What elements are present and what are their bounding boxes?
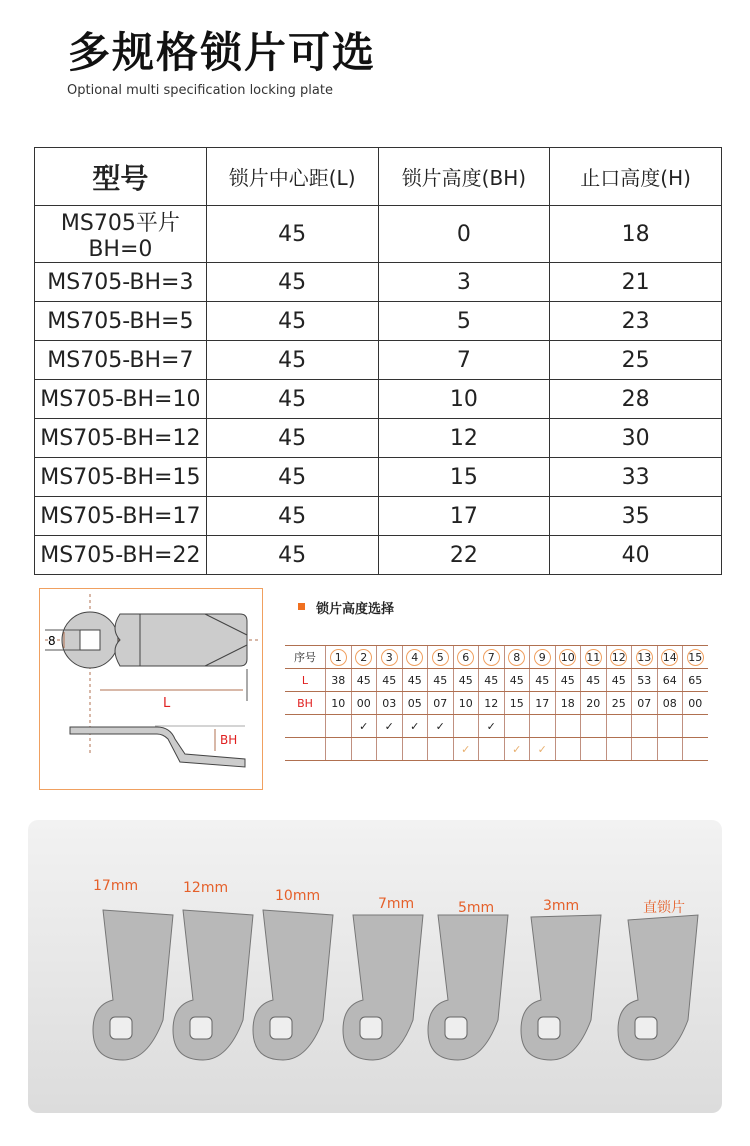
selection-cell bbox=[326, 738, 352, 761]
selection-cell: ✓ bbox=[428, 715, 454, 738]
selection-cell bbox=[606, 715, 632, 738]
selection-cell bbox=[683, 646, 708, 669]
table-cell: 45 bbox=[206, 419, 378, 458]
lock-plate bbox=[173, 910, 253, 1060]
row-label bbox=[285, 738, 326, 761]
selection-cell: ✓ bbox=[453, 738, 479, 761]
size-label: 7mm bbox=[378, 896, 415, 912]
selection-cell bbox=[683, 715, 708, 738]
table-cell: 0 bbox=[378, 206, 550, 263]
selection-cell: 07 bbox=[428, 692, 454, 715]
table-cell: MS705-BH=10 bbox=[35, 380, 207, 419]
table-cell: 45 bbox=[206, 263, 378, 302]
number-circle: 6 bbox=[457, 649, 474, 666]
lock-plate bbox=[428, 915, 508, 1060]
selection-cell bbox=[632, 738, 658, 761]
selection-cell bbox=[606, 646, 632, 669]
selection-cell bbox=[581, 738, 607, 761]
selection-cell: 03 bbox=[377, 692, 403, 715]
table-cell: MS705-BH=15 bbox=[35, 458, 207, 497]
table-cell: 12 bbox=[378, 419, 550, 458]
selection-cell bbox=[479, 646, 505, 669]
dimension-diagram bbox=[39, 588, 263, 790]
dim-L-label: L bbox=[163, 696, 171, 711]
page-subtitle: Optional multi specification locking plate bbox=[67, 83, 333, 98]
size-label: 3mm bbox=[543, 898, 580, 914]
table-cell: 3 bbox=[378, 263, 550, 302]
selection-cell: ✓ bbox=[530, 738, 556, 761]
number-circle: 2 bbox=[355, 649, 372, 666]
selection-row bbox=[285, 692, 708, 715]
table-cell: 25 bbox=[550, 341, 722, 380]
selection-cell: 25 bbox=[606, 692, 632, 715]
selection-cell bbox=[326, 715, 352, 738]
table-cell: 45 bbox=[206, 497, 378, 536]
column-header: 型号 bbox=[35, 148, 207, 206]
selection-cell: 10 bbox=[453, 692, 479, 715]
bullet-icon bbox=[298, 603, 305, 610]
row-label: BH bbox=[285, 692, 326, 715]
selection-cell: ✓ bbox=[402, 715, 428, 738]
table-cell: 23 bbox=[550, 302, 722, 341]
selection-cell: 17 bbox=[530, 692, 556, 715]
selection-cell: 45 bbox=[606, 669, 632, 692]
selection-cell: 45 bbox=[351, 669, 377, 692]
lock-plate bbox=[618, 915, 698, 1060]
selection-cell bbox=[402, 646, 428, 669]
selection-cell: 45 bbox=[555, 669, 581, 692]
size-label: 12mm bbox=[183, 880, 229, 896]
selection-cell bbox=[632, 715, 658, 738]
table-cell: MS705-BH=3 bbox=[35, 263, 207, 302]
column-header: 止口高度(H) bbox=[550, 148, 722, 206]
selection-cell bbox=[657, 646, 683, 669]
selection-cell: 05 bbox=[402, 692, 428, 715]
number-circle: 4 bbox=[406, 649, 423, 666]
selection-cell: ✓ bbox=[377, 715, 403, 738]
selection-cell: ✓ bbox=[479, 715, 505, 738]
table-cell: 7 bbox=[378, 341, 550, 380]
size-label: 直锁片 bbox=[643, 900, 685, 916]
column-header: 锁片中心距(L) bbox=[206, 148, 378, 206]
table-cell: MS705-BH=12 bbox=[35, 419, 207, 458]
selection-cell bbox=[581, 715, 607, 738]
table-cell: MS705-BH=17 bbox=[35, 497, 207, 536]
table-cell: MS705-BH=22 bbox=[35, 536, 207, 575]
selection-cell bbox=[657, 738, 683, 761]
table-cell: 35 bbox=[550, 497, 722, 536]
table-row bbox=[35, 380, 722, 419]
selection-cell bbox=[632, 646, 658, 669]
number-circle: 1 bbox=[330, 649, 347, 666]
selection-cell bbox=[428, 646, 454, 669]
lock-plate bbox=[253, 910, 333, 1060]
selection-cell: 18 bbox=[555, 692, 581, 715]
column-header: 锁片高度(BH) bbox=[378, 148, 550, 206]
table-cell: 30 bbox=[550, 419, 722, 458]
table-row bbox=[35, 206, 722, 263]
selection-cell bbox=[351, 646, 377, 669]
lock-plate bbox=[521, 915, 601, 1060]
table-cell: 45 bbox=[206, 458, 378, 497]
selection-cell: 45 bbox=[402, 669, 428, 692]
size-label: 10mm bbox=[275, 888, 321, 904]
table-row bbox=[35, 497, 722, 536]
selection-cell: 45 bbox=[581, 669, 607, 692]
row-label bbox=[285, 715, 326, 738]
selection-cell: 45 bbox=[504, 669, 530, 692]
table-row bbox=[35, 419, 722, 458]
selection-cell: 45 bbox=[453, 669, 479, 692]
selection-cell bbox=[555, 715, 581, 738]
selection-cell: 10 bbox=[326, 692, 352, 715]
number-circle: 3 bbox=[381, 649, 398, 666]
number-circle: 8 bbox=[508, 649, 525, 666]
number-circle: 15 bbox=[688, 650, 703, 664]
table-row bbox=[35, 536, 722, 575]
table-cell: 40 bbox=[550, 536, 722, 575]
selection-cell bbox=[504, 646, 530, 669]
number-circle: 7 bbox=[483, 649, 500, 666]
selection-cell bbox=[555, 646, 581, 669]
size-label: 17mm bbox=[93, 878, 139, 894]
dim-8-label: 8 bbox=[48, 634, 56, 648]
selection-cell bbox=[453, 646, 479, 669]
selection-cell: 45 bbox=[530, 669, 556, 692]
selection-cell bbox=[326, 646, 352, 669]
selection-cell: 00 bbox=[683, 692, 708, 715]
table-cell: 10 bbox=[378, 380, 550, 419]
table-cell: MS705-BH=7 bbox=[35, 341, 207, 380]
selection-cell: 12 bbox=[479, 692, 505, 715]
dim-BH-label: BH bbox=[220, 733, 238, 747]
selection-cell: ✓ bbox=[504, 738, 530, 761]
number-circle: 11 bbox=[586, 650, 601, 664]
selection-cell bbox=[683, 738, 708, 761]
selection-cell: 00 bbox=[351, 692, 377, 715]
lock-plate bbox=[343, 915, 423, 1060]
table-row bbox=[35, 302, 722, 341]
selection-cell bbox=[377, 738, 403, 761]
selection-cell: 07 bbox=[632, 692, 658, 715]
selection-row bbox=[285, 646, 708, 669]
table-cell: 18 bbox=[550, 206, 722, 263]
table-cell: 15 bbox=[378, 458, 550, 497]
selection-cell: 53 bbox=[632, 669, 658, 692]
spec-table bbox=[34, 147, 722, 575]
selection-cell: 15 bbox=[504, 692, 530, 715]
selection-cell bbox=[351, 738, 377, 761]
selection-cell: 08 bbox=[657, 692, 683, 715]
selection-cell bbox=[504, 715, 530, 738]
selection-cell: 38 bbox=[326, 669, 352, 692]
number-circle: 10 bbox=[560, 650, 575, 664]
selection-table bbox=[285, 645, 708, 761]
table-cell: 21 bbox=[550, 263, 722, 302]
table-cell: 45 bbox=[206, 536, 378, 575]
table-cell: 28 bbox=[550, 380, 722, 419]
number-circle: 14 bbox=[662, 650, 677, 664]
selection-cell bbox=[530, 715, 556, 738]
number-circle: 9 bbox=[534, 649, 551, 666]
selection-cell bbox=[377, 646, 403, 669]
selection-row bbox=[285, 738, 708, 761]
selection-cell bbox=[555, 738, 581, 761]
selection-title: 锁片高度选择 bbox=[316, 602, 395, 617]
table-cell: 45 bbox=[206, 341, 378, 380]
selection-cell bbox=[530, 646, 556, 669]
number-circle: 5 bbox=[432, 649, 449, 666]
table-cell: 33 bbox=[550, 458, 722, 497]
table-cell: MS705-BH=5 bbox=[35, 302, 207, 341]
selection-cell: 45 bbox=[377, 669, 403, 692]
selection-cell bbox=[453, 715, 479, 738]
table-cell: 22 bbox=[378, 536, 550, 575]
table-row bbox=[35, 263, 722, 302]
selection-row bbox=[285, 669, 708, 692]
table-cell: MS705平片BH=0 bbox=[35, 206, 207, 263]
number-circle: 12 bbox=[611, 650, 626, 664]
size-label: 5mm bbox=[458, 900, 495, 916]
selection-cell: 45 bbox=[428, 669, 454, 692]
table-cell: 5 bbox=[378, 302, 550, 341]
table-cell: 45 bbox=[206, 380, 378, 419]
selection-cell bbox=[402, 738, 428, 761]
table-row bbox=[35, 458, 722, 497]
selection-cell bbox=[479, 738, 505, 761]
product-photo bbox=[28, 820, 722, 1113]
selection-cell bbox=[581, 646, 607, 669]
row-label: L bbox=[285, 669, 326, 692]
selection-cell bbox=[657, 715, 683, 738]
selection-cell: 45 bbox=[479, 669, 505, 692]
table-cell: 17 bbox=[378, 497, 550, 536]
number-circle: 13 bbox=[637, 650, 652, 664]
selection-row bbox=[285, 715, 708, 738]
table-cell: 45 bbox=[206, 302, 378, 341]
table-cell: 45 bbox=[206, 206, 378, 263]
selection-cell: 64 bbox=[657, 669, 683, 692]
page-title: 多规格锁片可选 bbox=[68, 28, 377, 77]
selection-cell: 20 bbox=[581, 692, 607, 715]
selection-cell bbox=[428, 738, 454, 761]
selection-cell: ✓ bbox=[351, 715, 377, 738]
selection-cell bbox=[606, 738, 632, 761]
selection-cell: 65 bbox=[683, 669, 708, 692]
row-label: 序号 bbox=[285, 646, 326, 669]
lock-plate bbox=[93, 910, 173, 1060]
table-row bbox=[35, 341, 722, 380]
